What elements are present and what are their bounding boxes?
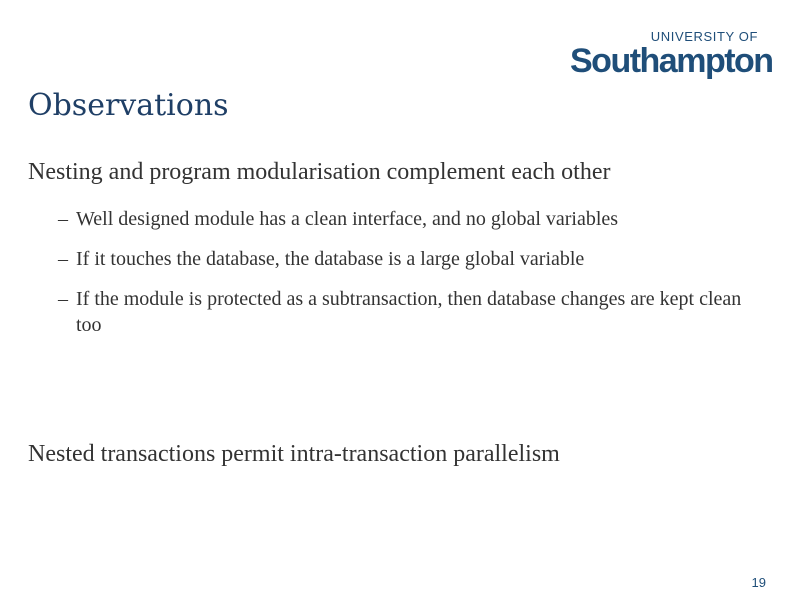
dash-marker: –	[58, 288, 68, 310]
sub-bullet-text: If it touches the database, the database is a large global variable	[76, 248, 585, 270]
bullet-nesting-modularisation: Nesting and program modularisation complement each other	[28, 159, 611, 185]
bullet-nested-transactions: Nested transactions permit intra-transaction parallelism	[28, 441, 560, 467]
sub-bullet-clean-interface	[58, 206, 748, 232]
page-number: 19	[751, 575, 766, 590]
logo-university-of: UNIVERSITY OF	[650, 29, 758, 44]
sub-bullet-list	[28, 206, 748, 338]
university-logo	[570, 29, 773, 80]
slide-title: Observations	[28, 88, 229, 123]
logo-southampton: Southampton	[570, 42, 773, 80]
slide-content	[28, 156, 748, 352]
dash-marker: –	[58, 248, 68, 270]
sub-bullet-text: Well designed module has a clean interface, and no global variables	[76, 208, 619, 230]
sub-bullet-database-global	[58, 246, 748, 272]
sub-bullet-text: If the module is protected as a subtransaction, then database changes are kept clean too	[76, 288, 742, 336]
sub-bullet-subtransaction	[58, 286, 748, 338]
dash-marker: –	[58, 208, 68, 230]
